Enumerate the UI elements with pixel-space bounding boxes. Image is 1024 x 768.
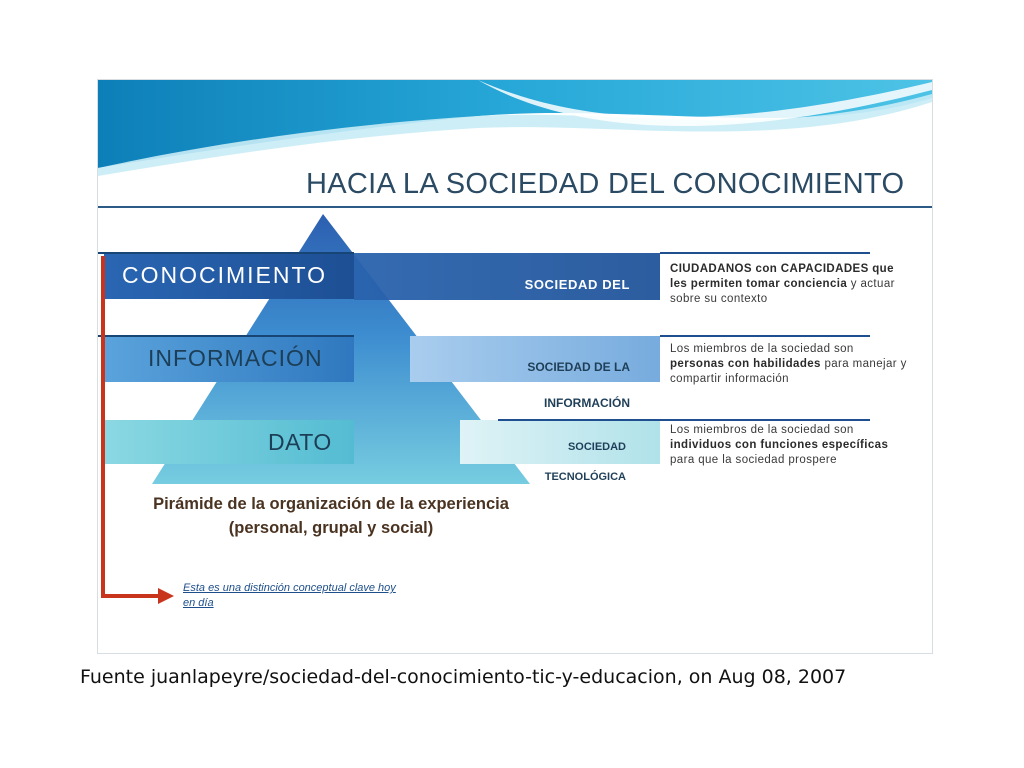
society-information [470,340,630,430]
society-knowledge [470,258,630,348]
description-information [670,342,910,388]
level-conocimiento: CONOCIMIENTO [122,261,328,288]
society-information-line1: SOCIEDAD DE LA [527,360,630,374]
arrow-head-icon [158,588,174,604]
description-knowledge [670,262,910,308]
description-information-rest: para manejar y compartir información [670,358,907,386]
description-information-bold: personas con habilidades [670,358,821,371]
conceptual-note: Esta es una distinción conceptual clave hoy en día [183,582,396,609]
slide [98,80,932,653]
description-data-bold: individuos con funciones específicas [670,439,889,452]
description-information-pre: Los miembros de la sociedad son [670,343,854,355]
level-dato: DATO [268,428,332,455]
society-technological [470,425,626,500]
society-technological-line1: SOCIEDAD [567,441,626,453]
society-knowledge-line1: SOCIEDAD DEL [524,277,630,292]
society-technological-line2: TECNOLÓGICA [544,471,626,483]
pyramid-caption: Pirámide de la organización de la experiencia (personal, grupal y social) [153,495,509,537]
society-information-line2: INFORMACIÓN [544,396,630,410]
description-data-pre: Los miembros de la sociedad son [670,424,854,436]
description-data [670,423,910,469]
description-knowledge-bold: CIUDADANOS con CAPACIDADES que les permiten tomar conciencia [670,263,894,291]
source-footer: Fuente juanlapeyre/sociedad-del-conocimiento-tic-y-educacion, on Aug 08, 2007 [80,666,847,688]
level-informacion: INFORMACIÓN [148,344,323,371]
society-knowledge-line2: CONOCIMIENTO [520,313,630,328]
description-knowledge-rest: y actuar sobre su contexto [670,278,895,306]
description-data-rest: para que la sociedad prospere [670,454,837,467]
slide-title: HACIA LA SOCIEDAD DEL CONOCIMIENTO [306,168,905,200]
